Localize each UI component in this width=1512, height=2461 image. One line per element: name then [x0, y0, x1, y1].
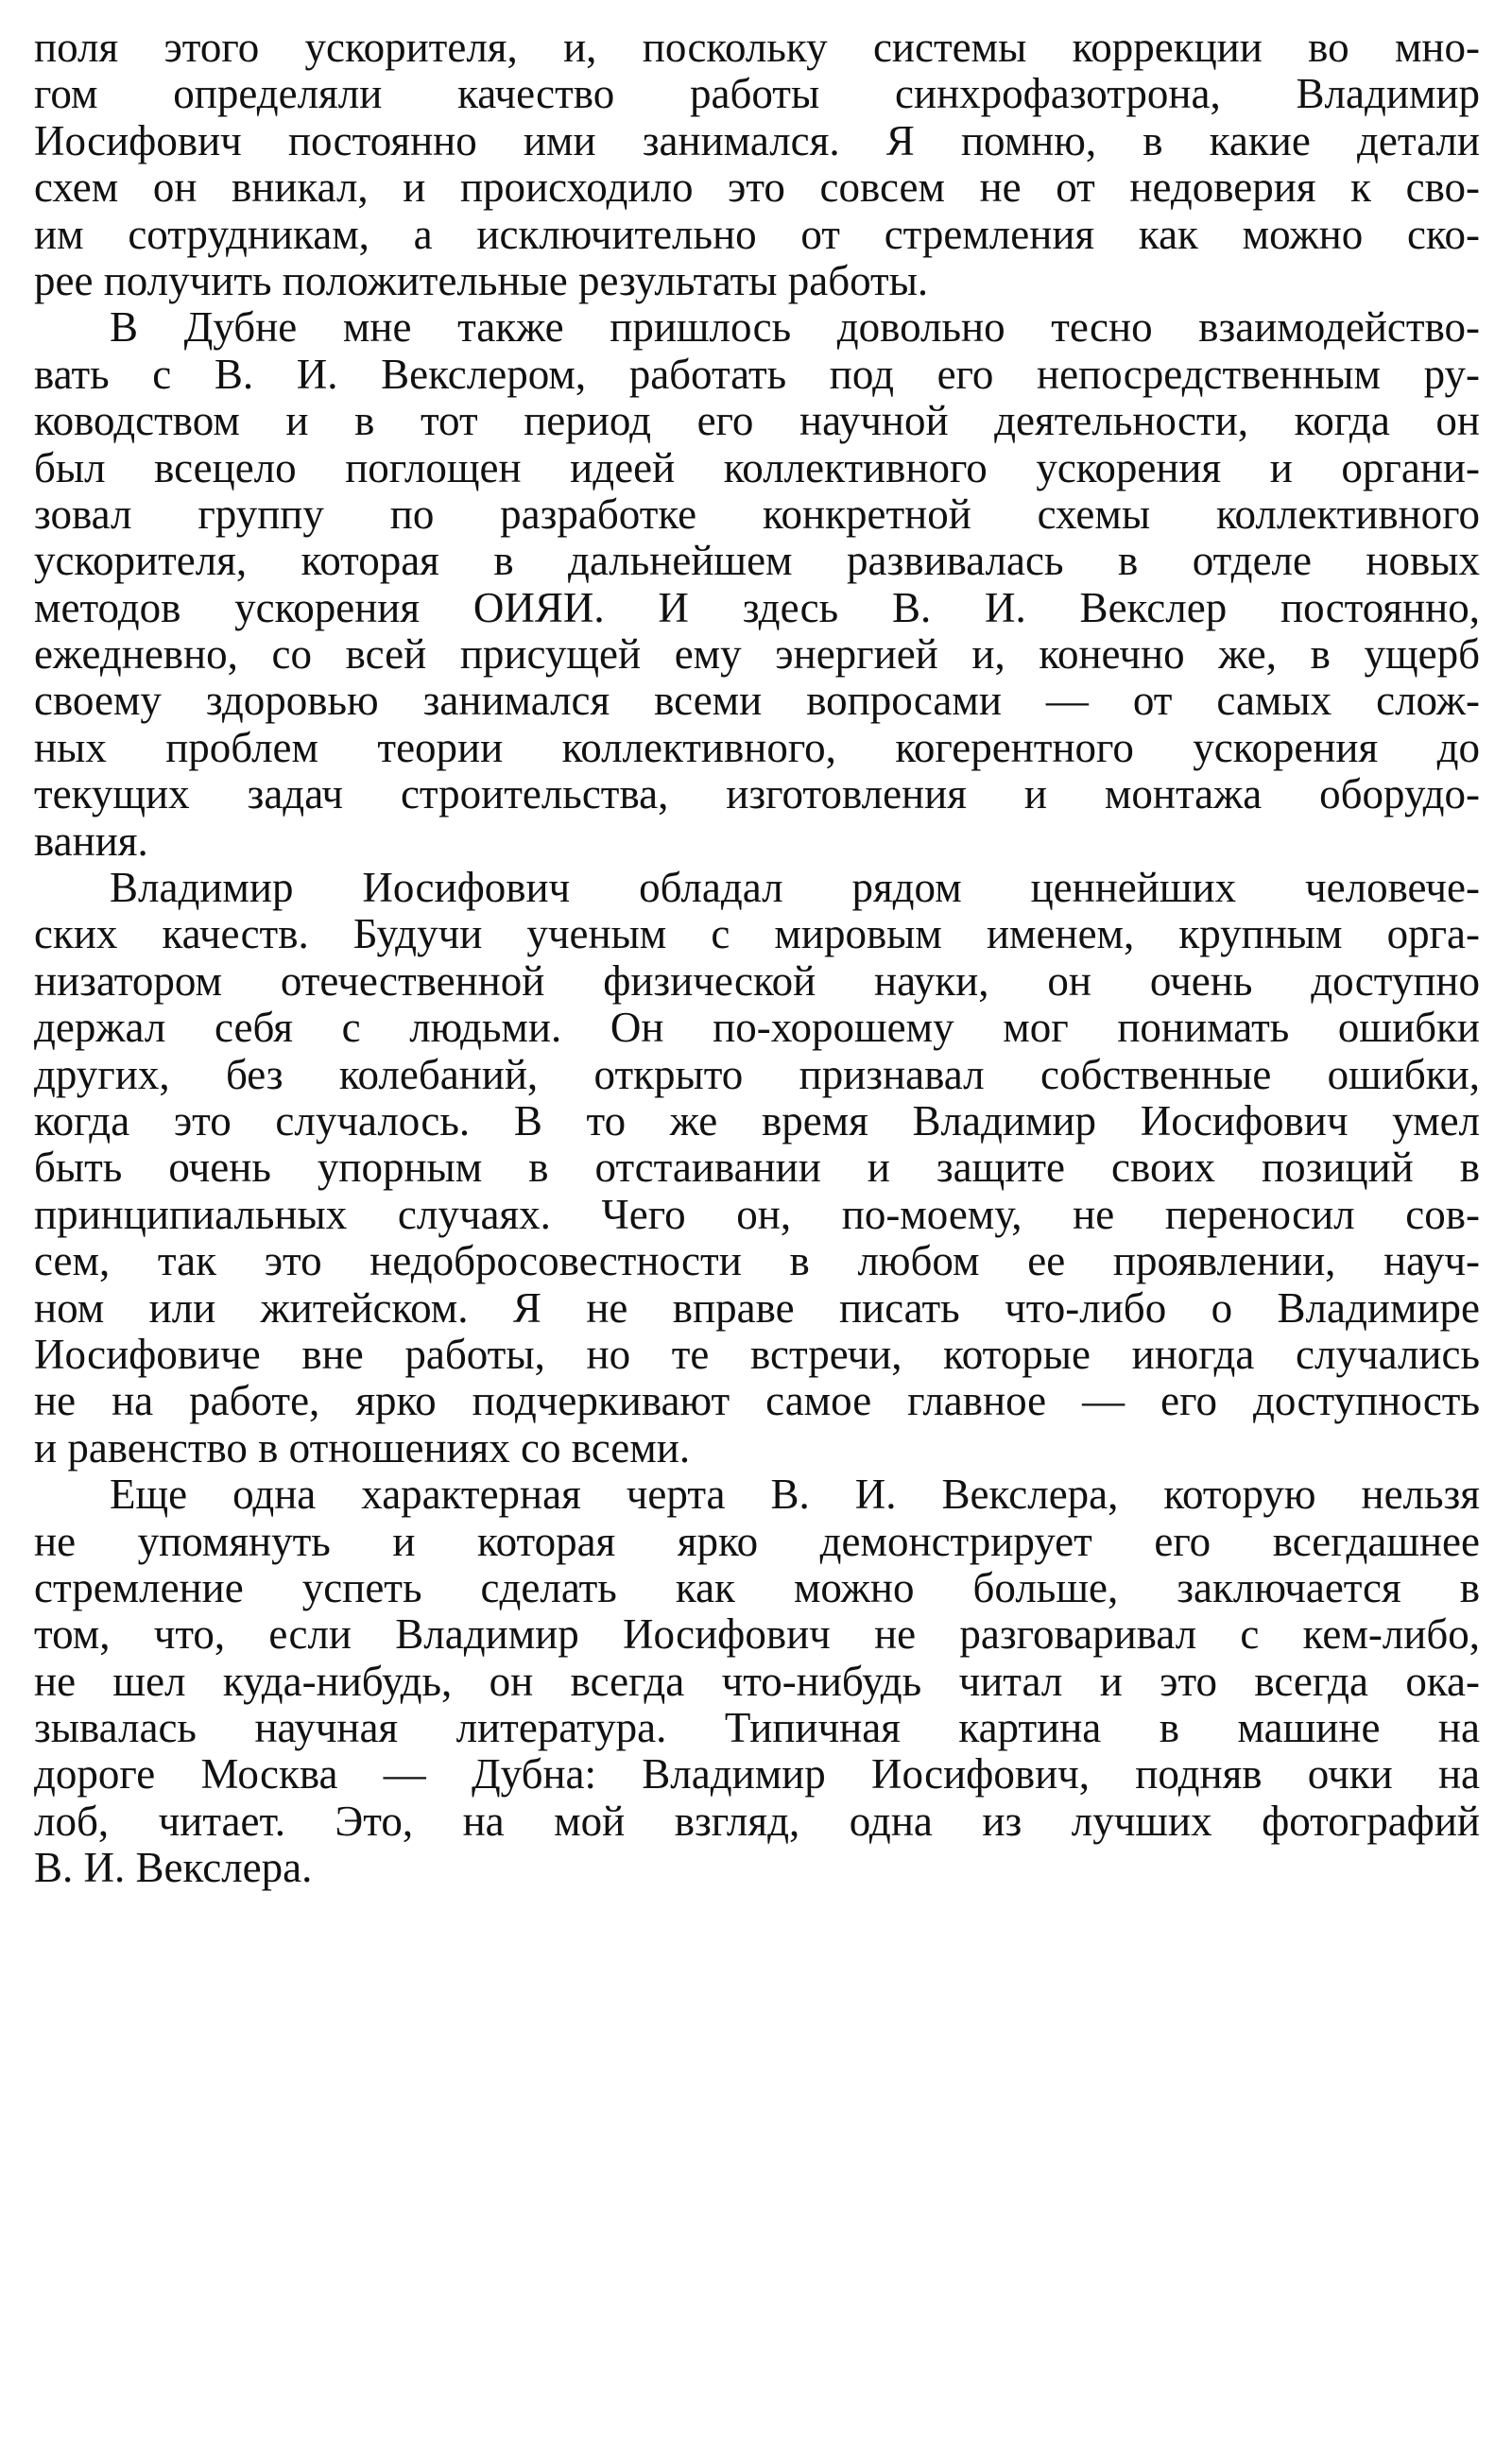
text-line: сем, так это недобросовестности в любом ее проявлении, науч-: [34, 1237, 1480, 1285]
text-line: других, без колебаний, открыто признавал собственные ошибки,: [34, 1050, 1480, 1098]
text-line: когда это случалось. В то же время Владимир Иосифович умел: [34, 1096, 1480, 1144]
text-line: Иосифович постоянно ими занимался. Я помню, в какие детали: [34, 116, 1480, 164]
text-line: ном или житейском. Я не вправе писать что-либо о Владимире: [34, 1283, 1480, 1332]
text-line: гом определяли качество работы синхрофазотрона, Владимир: [34, 70, 1480, 118]
text-line: не на работе, ярко подчеркивают самое главное — его доступность: [34, 1377, 1480, 1425]
text-line: ских качеств. Будучи ученым с мировым именем, крупным орга-: [34, 910, 1480, 958]
text-line: текущих задач строительства, изготовления и монтажа оборудо-: [34, 770, 1480, 818]
text-line: им сотрудникам, а исключительно от стремления как можно ско-: [34, 210, 1480, 258]
text-line: поля этого ускорителя, и, поскольку системы коррекции во мно-: [34, 24, 1480, 71]
text-line: низатором отечественной физической науки, он очень доступно: [34, 956, 1480, 1005]
text-line: был всецело поглощен идеей коллективного ускорения и органи-: [34, 443, 1480, 491]
text-line: том, что, если Владимир Иосифович не разговаривал с кем-либо,: [34, 1610, 1480, 1659]
text-line: не упомянуть и которая ярко демонстрирует его всегдашнее: [34, 1517, 1480, 1565]
text-line: принципиальных случаях. Чего он, по-моему, не переносил сов-: [34, 1190, 1480, 1238]
text-line: рее получить положительные результаты работы.: [34, 256, 929, 304]
text-line: зывалась научная литература. Типичная картина в машине на: [34, 1704, 1480, 1752]
text-line: лоб, читает. Это, на мой взгляд, одна из лучших фотографий: [34, 1797, 1480, 1845]
text-line: Еще одна характерная черта В. И. Векслера, которую нельзя: [110, 1471, 1480, 1519]
text-line: ководством и в тот период его научной деятельности, когда он: [34, 397, 1480, 445]
body-text: [34, 25, 1480, 1892]
text-line: схем он вникал, и происходило это совсем не от недоверия к сво-: [34, 163, 1480, 212]
text-line: методов ускорения ОИЯИ. И здесь В. И. Векслер постоянно,: [34, 583, 1480, 631]
text-line: стремление успеть сделать как можно больше, заключается в: [34, 1563, 1480, 1611]
text-line: В. И. Векслера.: [34, 1844, 313, 1892]
text-line: дороге Москва — Дубна: Владимир Иосифович, подняв очки на: [34, 1750, 1480, 1798]
text-line: вания.: [34, 817, 148, 865]
text-line: ных проблем теории коллективного, когерентного ускорения до: [34, 723, 1480, 771]
text-line: ускорителя, которая в дальнейшем развивалась в отделе новых: [34, 537, 1480, 585]
text-line: В Дубне мне также пришлось довольно тесно взаимодейство-: [110, 303, 1480, 352]
text-line: ежедневно, со всей присущей ему энергией и, конечно же, в ущерб: [34, 630, 1480, 679]
text-line: держал себя с людьми. Он по-хорошему мог понимать ошибки: [34, 1004, 1480, 1052]
text-line: Владимир Иосифович обладал рядом ценнейших человече-: [110, 864, 1480, 912]
text-line: вать с В. И. Векслером, работать под его непосредственным ру-: [34, 350, 1480, 398]
text-line: своему здоровью занимался всеми вопросами — от самых слож-: [34, 677, 1480, 725]
text-line: зовал группу по разработке конкретной схемы коллективного: [34, 490, 1480, 538]
text-line: и равенство в отношениях со всеми.: [34, 1423, 691, 1471]
text-line: не шел куда-нибудь, он всегда что-нибудь читал и это всегда ока-: [34, 1657, 1480, 1705]
text-line: Иосифовиче вне работы, но те встречи, которые иногда случались: [34, 1330, 1480, 1378]
text-line: быть очень упорным в отстаивании и защите своих позиций в: [34, 1144, 1480, 1192]
